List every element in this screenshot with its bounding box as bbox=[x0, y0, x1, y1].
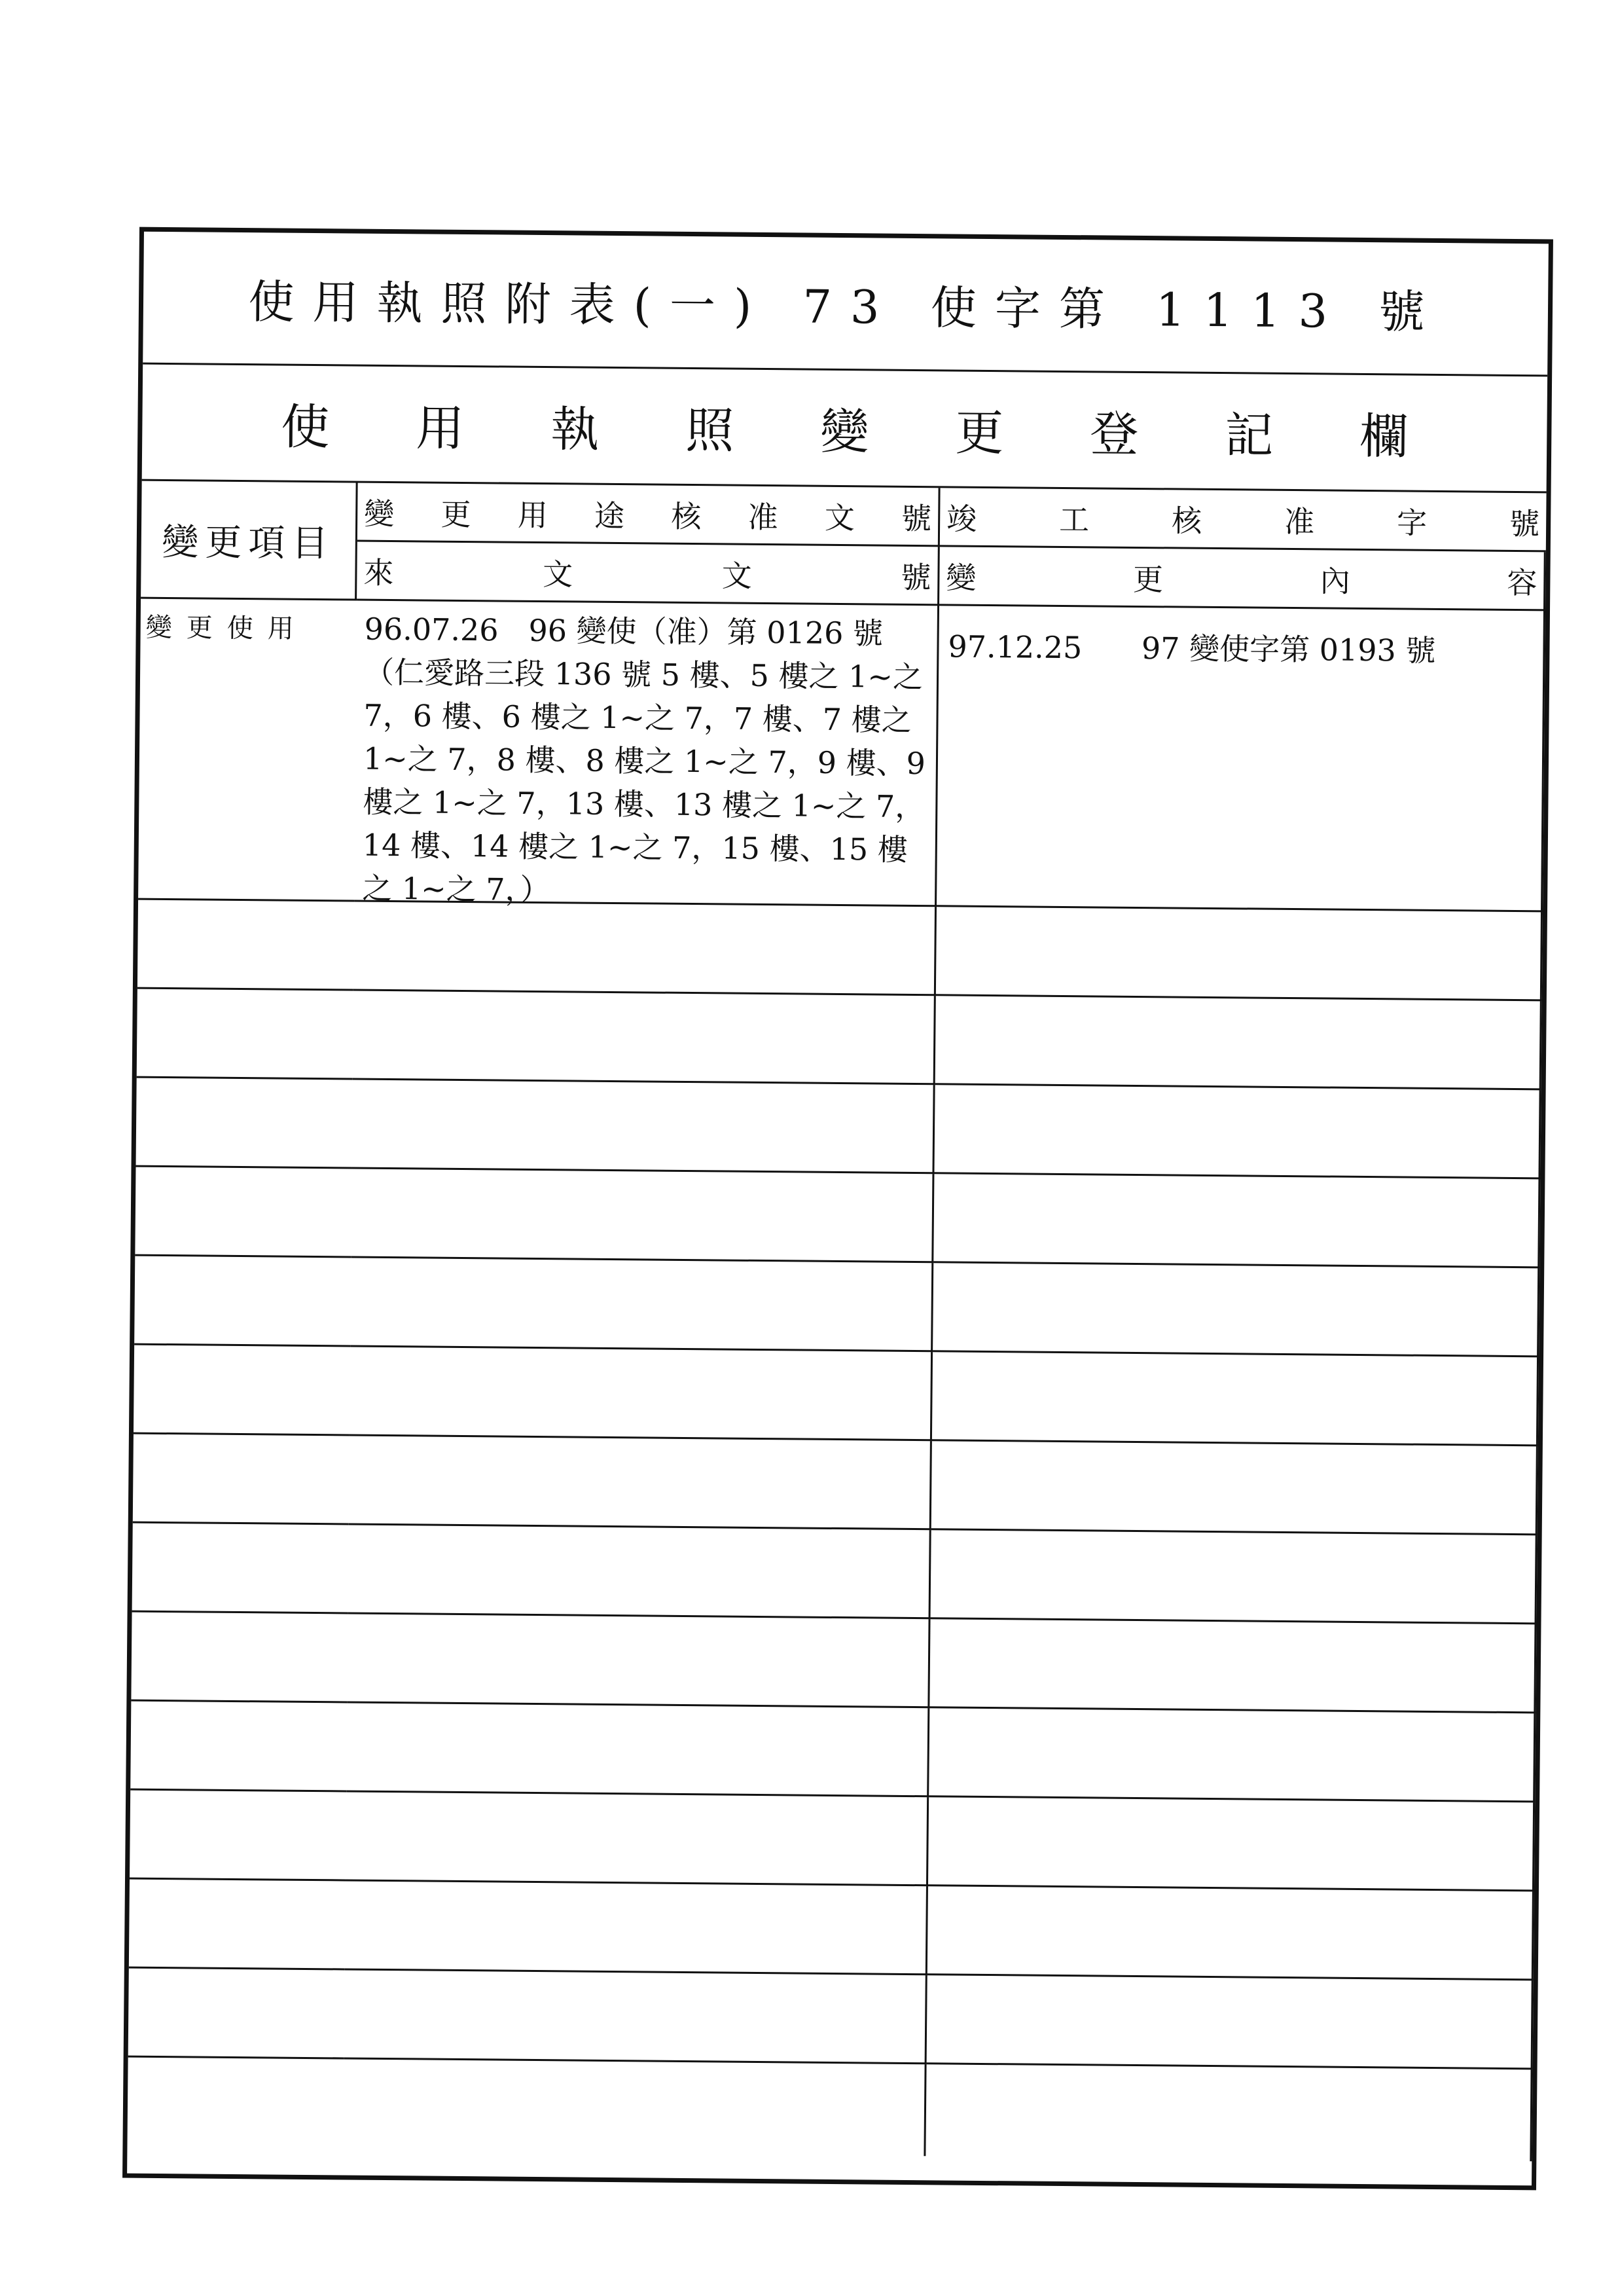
header-char: 准 bbox=[1284, 503, 1315, 539]
blank-cell bbox=[346, 1703, 929, 1797]
header-char: 准 bbox=[747, 499, 778, 535]
blank-cell bbox=[344, 1970, 927, 2064]
header-char: 竣 bbox=[946, 500, 977, 537]
blank-cell bbox=[350, 1347, 933, 1442]
header-char: 文 bbox=[721, 557, 752, 594]
entry-completion bbox=[937, 606, 1545, 912]
header-char: 更 bbox=[440, 496, 471, 532]
blank-cell bbox=[929, 1708, 1536, 1802]
entry-approval-doc bbox=[354, 601, 939, 907]
blank-cell bbox=[343, 2059, 926, 2156]
header-char: 容 bbox=[1507, 564, 1537, 600]
blank-cell bbox=[132, 1523, 349, 1614]
blank-cell bbox=[134, 1256, 351, 1347]
entry-change-item: 變更使用 bbox=[138, 599, 357, 902]
blank-cell bbox=[933, 1174, 1540, 1268]
header-char: 號 bbox=[901, 500, 932, 536]
blank-cell bbox=[927, 1975, 1534, 2069]
header-char: 來 bbox=[363, 555, 394, 591]
blank-cell bbox=[349, 1436, 932, 1531]
blank-cell bbox=[932, 1352, 1539, 1446]
header-change-content bbox=[939, 547, 1546, 611]
entry-completion-date: 97.12.25 bbox=[948, 629, 1083, 666]
header-char: 工 bbox=[1058, 501, 1090, 538]
header-char: 號 bbox=[901, 559, 931, 595]
blank-cell bbox=[929, 1619, 1536, 1713]
header-change-item bbox=[141, 481, 358, 601]
header-completion-no bbox=[940, 488, 1547, 552]
header-char: 更 bbox=[1132, 561, 1164, 597]
form-subtitle-row bbox=[142, 365, 1547, 494]
blank-cell bbox=[130, 1702, 347, 1793]
blank-cell bbox=[131, 1613, 348, 1704]
header-char: 核 bbox=[1171, 502, 1202, 539]
blank-cell bbox=[346, 1792, 929, 1886]
blank-cell bbox=[351, 1169, 934, 1264]
header-char: 文 bbox=[542, 556, 573, 592]
header-char: 用 bbox=[517, 497, 548, 533]
header-char: 變 bbox=[946, 559, 977, 596]
blank-cell bbox=[936, 907, 1543, 1001]
header-char: 途 bbox=[594, 498, 625, 534]
blank-cell bbox=[928, 1797, 1535, 1891]
usage-license-change-form bbox=[122, 227, 1553, 2191]
form-subtitle: 使用執照變更登記欄 bbox=[281, 399, 1495, 466]
header-char: 字 bbox=[1396, 504, 1428, 541]
blank-cell bbox=[931, 1441, 1538, 1535]
blank-cell bbox=[931, 1530, 1537, 1624]
blank-cell bbox=[347, 1614, 930, 1708]
blank-cell bbox=[128, 1969, 345, 2060]
blank-cell bbox=[933, 1263, 1539, 1357]
blank-cell bbox=[934, 1085, 1541, 1179]
header-char: 文 bbox=[824, 500, 855, 536]
blank-cell bbox=[926, 2064, 1532, 2161]
blank-cell bbox=[129, 1880, 346, 1971]
blank-cell bbox=[345, 1881, 928, 1975]
header-char: 核 bbox=[671, 498, 702, 534]
header-change-item-label: 變更項目 bbox=[162, 520, 335, 565]
form-title-row bbox=[143, 232, 1549, 377]
blank-cell bbox=[127, 2058, 344, 2151]
blank-cell bbox=[353, 902, 937, 996]
entry-completion-no: 97 變使字第 0193 號 bbox=[1141, 630, 1436, 668]
blank-cell bbox=[133, 1434, 350, 1525]
blank-cell bbox=[137, 989, 353, 1080]
entry-approval-detail: （仁愛路三段 136 號 5 樓、5 樓之 1~之 7，6 樓、6 樓之 1~之 7，7 樓、7 樓之 1~之 7，8 樓、8 樓之 1~之 7，9 樓、9 樓之 1~之 7，13 樓、13 樓之 1~之 7，14 樓、14 樓之 1~之 7，15 樓、15 樓之 1~之 7，） bbox=[362, 654, 926, 908]
blank-cell bbox=[348, 1525, 931, 1619]
blank-cell bbox=[136, 1078, 353, 1169]
blank-cell bbox=[353, 991, 936, 1085]
form-title: 使用執照附表(一) 73 使字第 1113 號 bbox=[248, 274, 1443, 339]
blank-cell bbox=[351, 1080, 935, 1175]
header-approval-doc bbox=[357, 483, 941, 547]
header-char: 變 bbox=[364, 496, 395, 532]
header-char: 號 bbox=[1509, 505, 1540, 541]
header-char: 內 bbox=[1320, 562, 1350, 599]
blank-cell bbox=[130, 1791, 346, 1882]
blank-cell bbox=[137, 900, 354, 991]
blank-cell bbox=[134, 1345, 350, 1436]
blank-cell bbox=[350, 1258, 933, 1353]
header-incoming-doc bbox=[357, 542, 940, 606]
entry-approval-line: 96.07.26 96 變使（准）第 0126 號 bbox=[364, 611, 884, 651]
change-register-table bbox=[127, 481, 1546, 2162]
blank-cell bbox=[135, 1167, 351, 1258]
blank-cell bbox=[927, 1886, 1534, 1980]
blank-cell bbox=[935, 996, 1542, 1090]
